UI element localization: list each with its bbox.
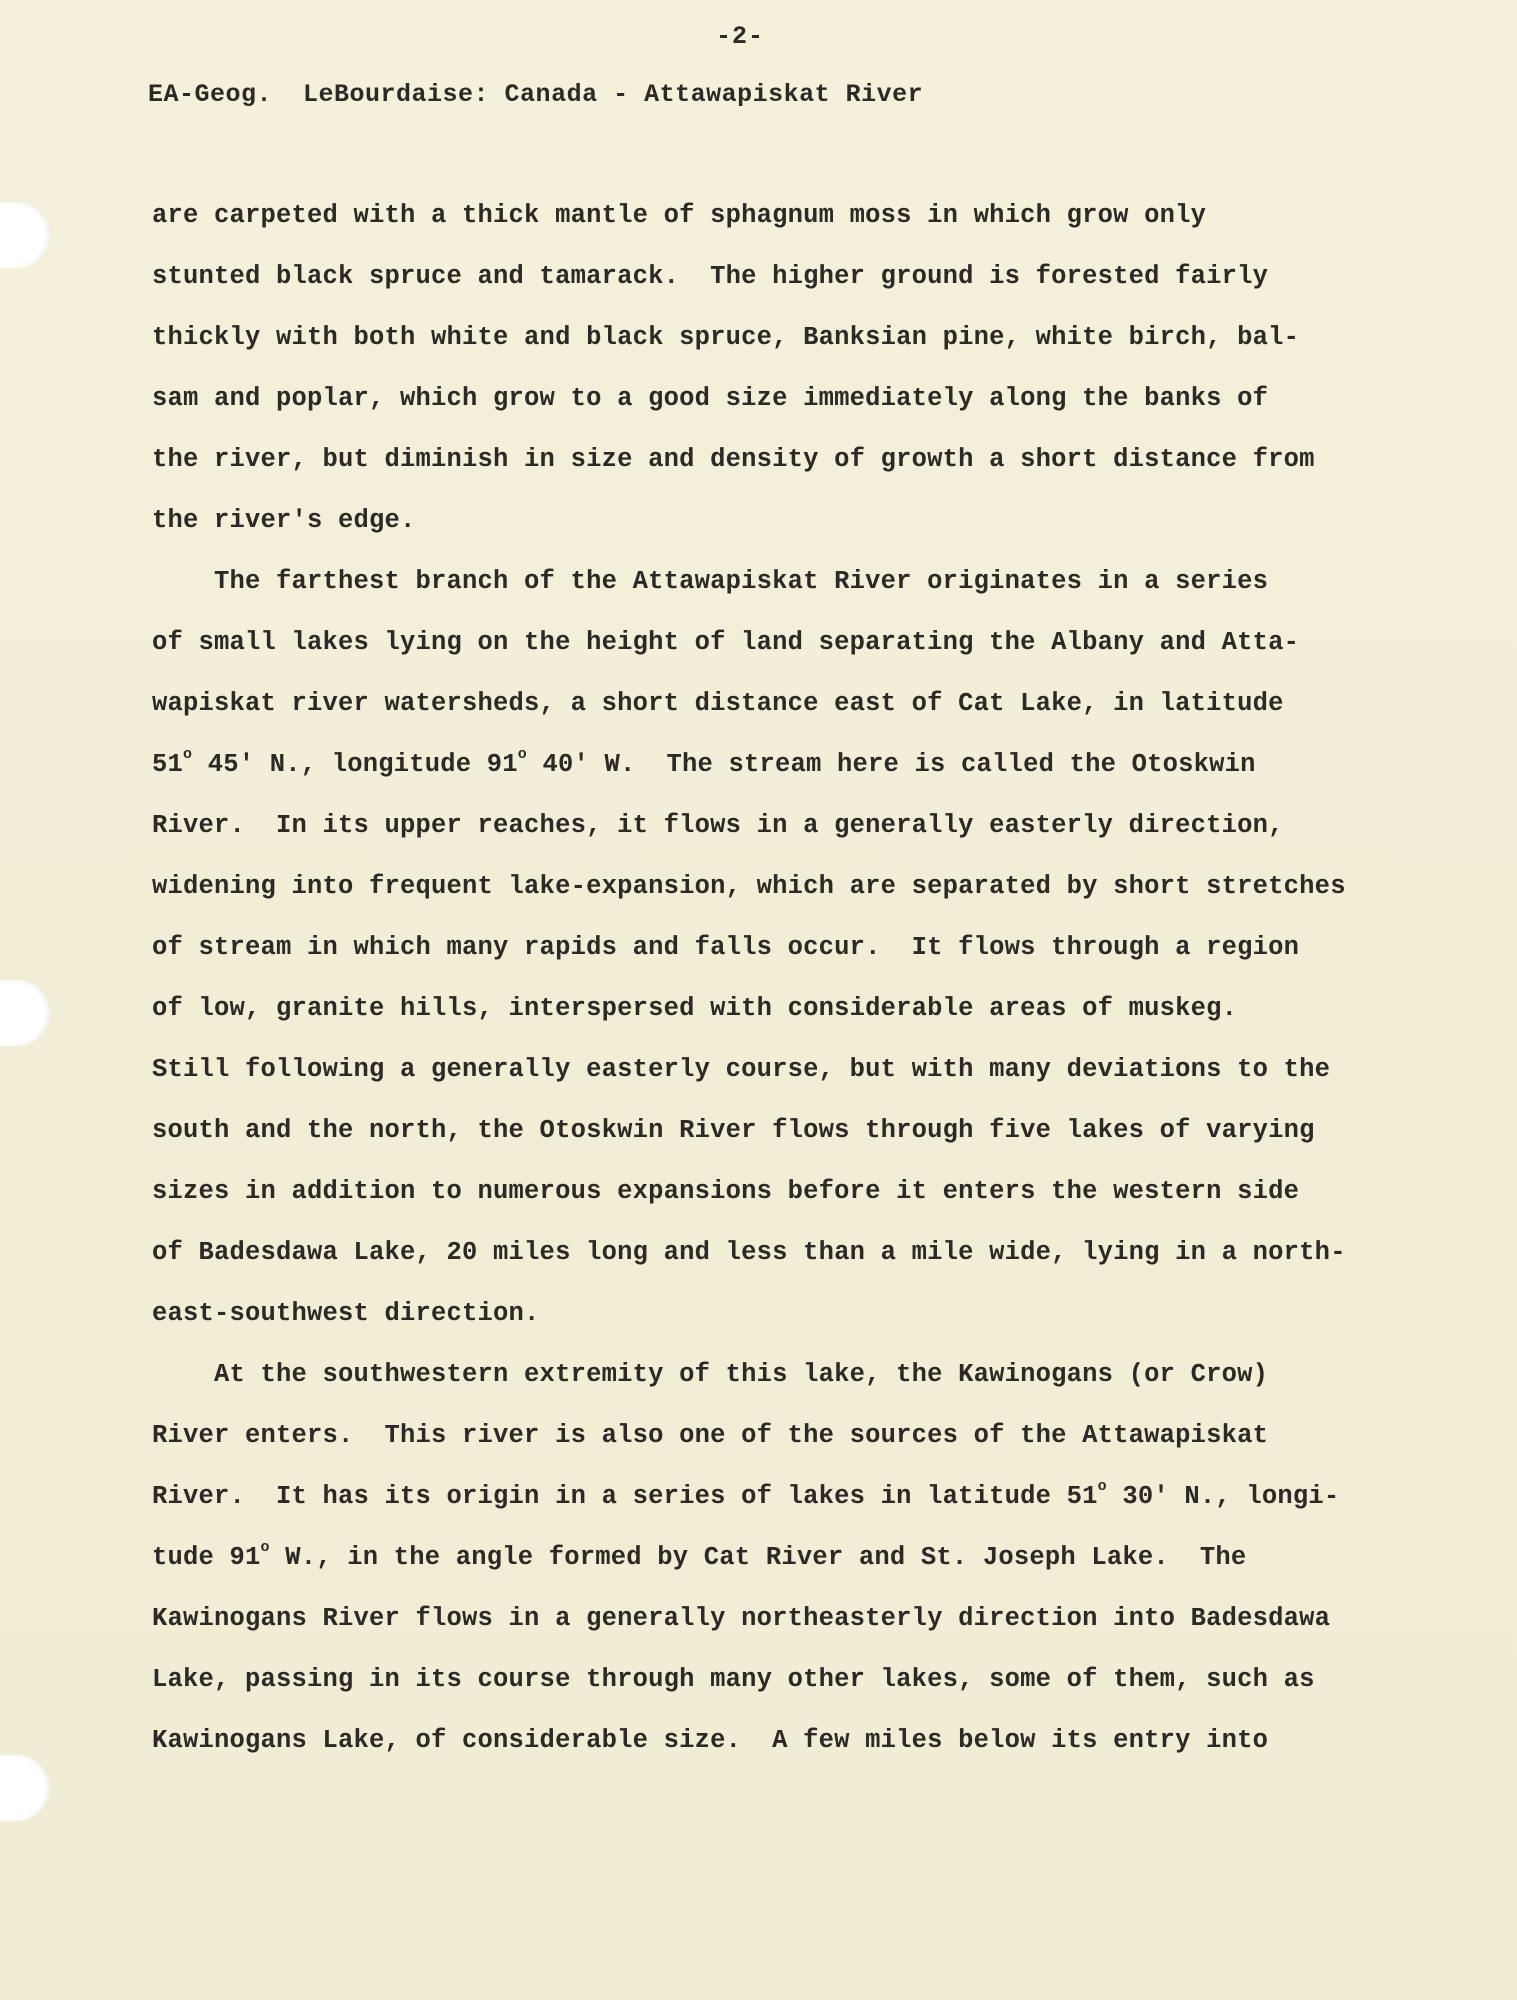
degree-mark: o (1097, 1478, 1107, 1495)
text-segment: tude 91 (152, 1543, 261, 1572)
text-line (152, 993, 1237, 1025)
text-line (152, 383, 1268, 415)
text-line (152, 746, 1256, 784)
text-segment: east-southwest direction. (152, 1299, 540, 1328)
text-segment: 40' W. The stream here is called the Otoskwin (526, 750, 1256, 779)
text-line (152, 1115, 1315, 1147)
degree-mark: o (183, 746, 193, 763)
text-line (152, 810, 1284, 842)
text-line (152, 261, 1268, 293)
text-segment: sizes in addition to numerous expansions before it enters the western side (152, 1177, 1300, 1206)
text-segment: wapiskat river watersheds, a short distance east of Cat Lake, in latitude (152, 689, 1284, 718)
text-segment: thickly with both white and black spruce, Banksian pine, white birch, bal- (152, 323, 1300, 352)
text-segment: of low, granite hills, interspersed with considerable areas of muskeg. (152, 994, 1238, 1023)
text-line (152, 1539, 1247, 1577)
text-line (152, 1664, 1315, 1696)
text-segment: of stream in which many rapids and falls occur. It flows through a region (152, 933, 1300, 962)
text-segment: the river's edge. (152, 506, 416, 535)
text-segment: the river, but diminish in size and density of growth a short distance from (152, 445, 1315, 474)
text-line (152, 1420, 1268, 1452)
text-segment: Lake, passing in its course through many other lakes, some of them, such as (152, 1665, 1315, 1694)
text-segment: Kawinogans Lake, of considerable size. A few miles below its entry into (152, 1726, 1269, 1755)
text-segment: stunted black spruce and tamarack. The higher ground is forested fairly (152, 262, 1269, 291)
text-segment: River enters. This river is also one of the sources of the Attawapiskat (152, 1421, 1269, 1450)
text-line (152, 1478, 1340, 1516)
text-line (152, 200, 1206, 232)
text-line (152, 1725, 1268, 1757)
text-segment: At the southwestern extremity of this lake, the Kawinogans (or Crow) (152, 1360, 1269, 1389)
text-line (152, 444, 1315, 476)
text-line (152, 1176, 1299, 1208)
page-number: -2- (715, 22, 764, 51)
text-segment: The farthest branch of the Attawapiskat River originates in a series (152, 567, 1269, 596)
degree-mark: o (260, 1539, 270, 1556)
text-line (152, 627, 1299, 659)
text-segment: 30' N., longi- (1106, 1482, 1340, 1511)
text-segment: 45' N., longitude 91 (192, 750, 518, 779)
text-segment: sam and poplar, which grow to a good size immediately along the banks of (152, 384, 1269, 413)
text-segment: south and the north, the Otoskwin River flows through five lakes of varying (152, 1116, 1315, 1145)
text-segment: are carpeted with a thick mantle of sphagnum moss in which grow only (152, 201, 1207, 230)
document-header: EA-Geog. LeBourdaise: Canada - Attawapiskat River (148, 80, 924, 109)
text-segment: River. In its upper reaches, it flows in a generally easterly direction, (152, 811, 1284, 840)
text-line (152, 871, 1346, 903)
text-segment: widening into frequent lake-expansion, which are separated by short stretches (152, 872, 1346, 901)
text-line (152, 932, 1299, 964)
text-segment: of Badesdawa Lake, 20 miles long and less than a mile wide, lying in a north- (152, 1238, 1346, 1267)
degree-mark: o (517, 746, 527, 763)
text-line (152, 1298, 540, 1330)
text-line (152, 1054, 1330, 1086)
text-line (152, 1603, 1330, 1635)
text-line (152, 505, 416, 537)
text-line (152, 566, 1268, 598)
text-segment: River. It has its origin in a series of lakes in latitude 51 (152, 1482, 1098, 1511)
text-line (152, 688, 1284, 720)
text-segment: W., in the angle formed by Cat River and St. Joseph Lake. The (269, 1543, 1247, 1572)
text-line (152, 1359, 1268, 1391)
text-line (152, 1237, 1346, 1269)
text-segment: Kawinogans River flows in a generally northeasterly direction into Badesdawa (152, 1604, 1331, 1633)
text-segment: Still following a generally easterly course, but with many deviations to the (152, 1055, 1331, 1084)
text-line (152, 322, 1299, 354)
text-segment: 51 (152, 750, 184, 779)
text-segment: of small lakes lying on the height of land separating the Albany and Atta- (152, 628, 1300, 657)
